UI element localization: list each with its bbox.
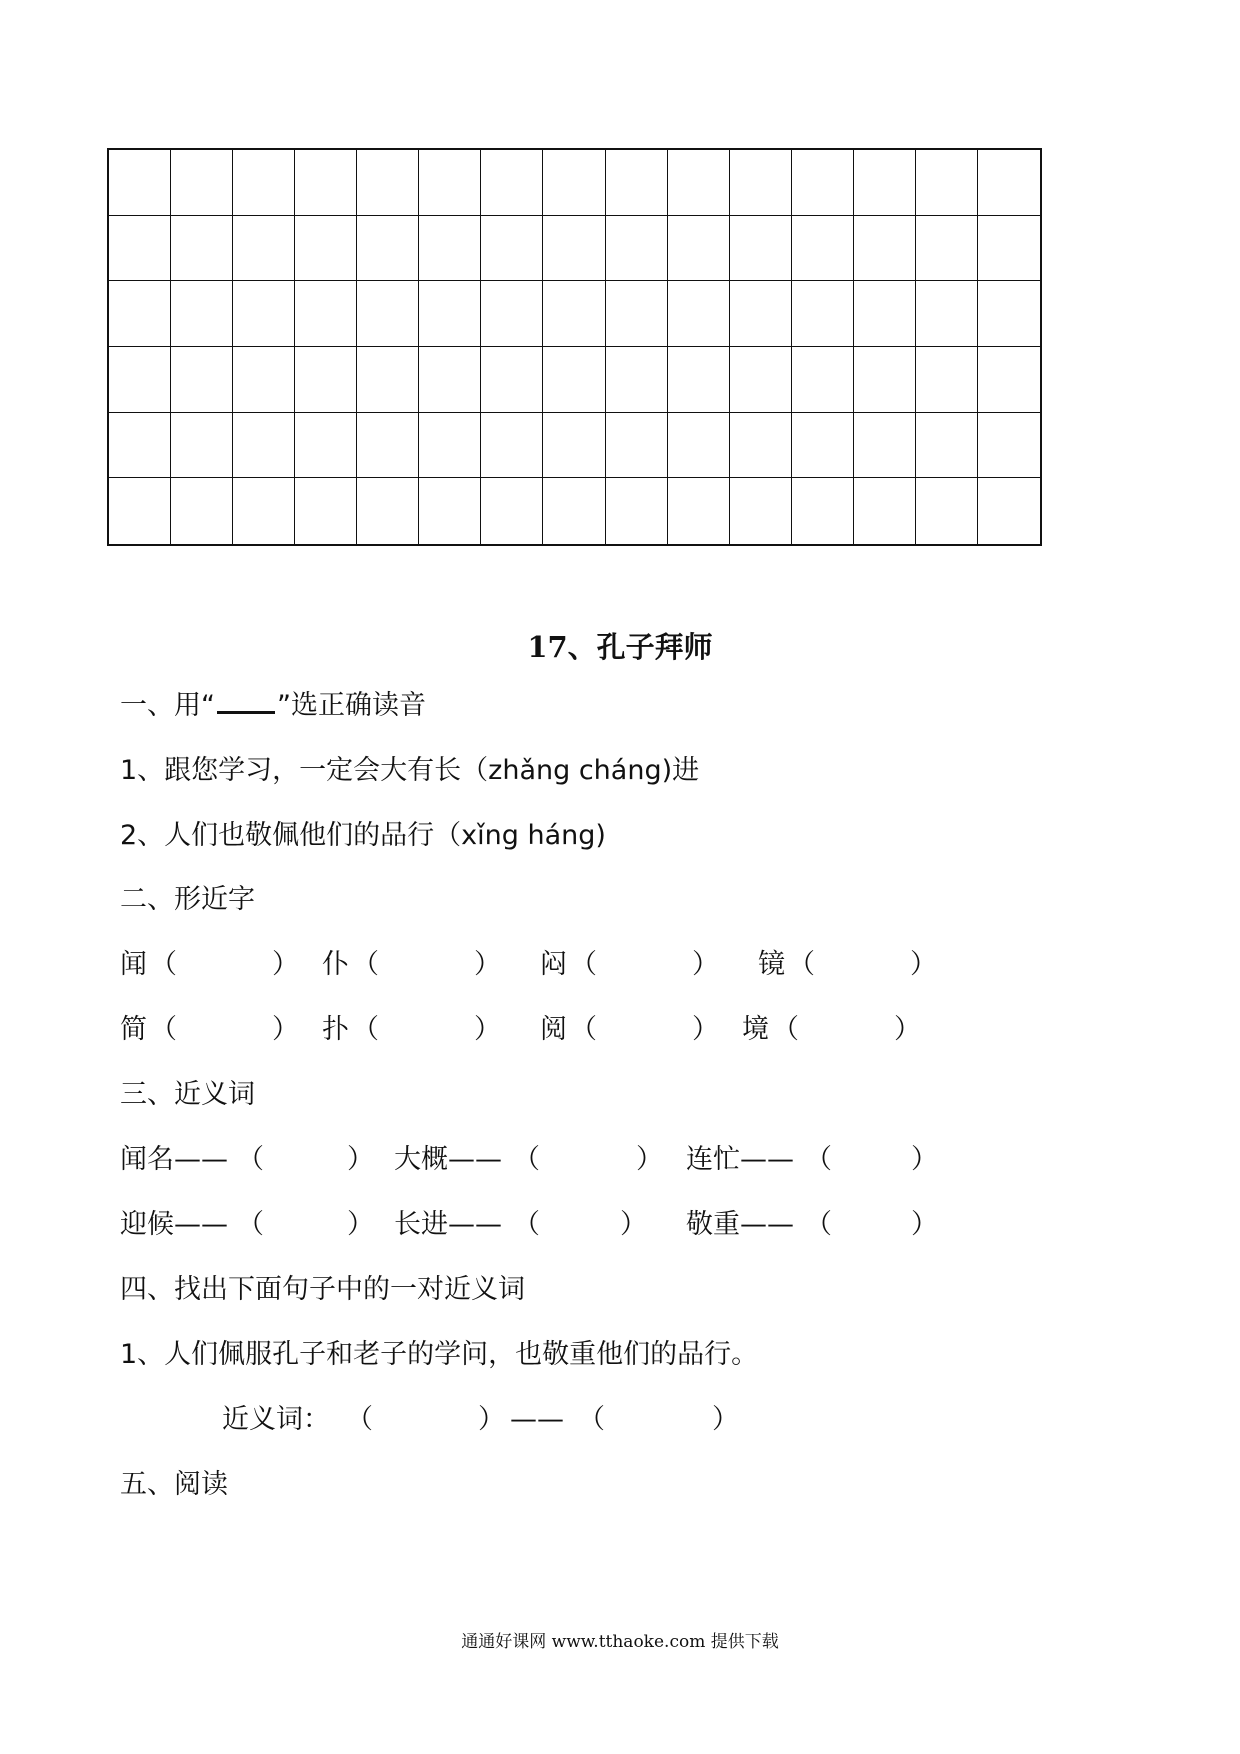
blank-open: （ xyxy=(805,1144,832,1175)
similar-char: 闷 xyxy=(540,949,567,980)
similar-char: 扑 xyxy=(322,1014,349,1045)
blank-open: （ xyxy=(570,949,597,980)
grid-cell xyxy=(730,347,792,413)
grid-cell xyxy=(668,216,730,282)
grid-cell xyxy=(854,281,916,347)
blank-close: ） xyxy=(894,1014,921,1045)
grid-cell xyxy=(916,150,978,216)
grid-cell xyxy=(171,478,233,544)
blank-open: （ xyxy=(513,1209,540,1240)
blank-close: ） xyxy=(911,1144,938,1175)
grid-cell xyxy=(109,216,171,282)
grid-cell xyxy=(419,281,481,347)
q5-heading: 五、阅读 xyxy=(120,1469,228,1500)
grid-cell xyxy=(978,478,1040,544)
grid-cell xyxy=(668,413,730,479)
blank-open: （ xyxy=(346,1404,373,1435)
similar-char: 仆 xyxy=(322,949,349,980)
blank-close: ） xyxy=(620,1209,647,1240)
grid-cell xyxy=(357,150,419,216)
blank-close: ） xyxy=(712,1404,739,1435)
synonym-word: 连忙—— xyxy=(686,1144,794,1175)
grid-cell xyxy=(854,413,916,479)
grid-cell xyxy=(295,347,357,413)
grid-cell xyxy=(295,413,357,479)
grid-cell xyxy=(171,150,233,216)
grid-cell xyxy=(543,478,605,544)
grid-cell xyxy=(916,347,978,413)
grid-cell xyxy=(419,413,481,479)
blank-open: （ xyxy=(570,1014,597,1045)
grid-cell xyxy=(171,281,233,347)
grid-cell xyxy=(978,150,1040,216)
grid-cell xyxy=(357,347,419,413)
grid-cell xyxy=(295,281,357,347)
grid-cell xyxy=(233,150,295,216)
grid-cell xyxy=(730,150,792,216)
grid-cell xyxy=(854,150,916,216)
q1-item-2: 2、人们也敬佩他们的品行（xǐng háng) xyxy=(120,820,606,851)
blank-close: ） xyxy=(347,1144,374,1175)
grid-cell xyxy=(357,216,419,282)
similar-char: 阅 xyxy=(540,1014,567,1045)
grid-cell xyxy=(481,478,543,544)
grid-cell xyxy=(543,281,605,347)
grid-cell xyxy=(606,347,668,413)
grid-cell xyxy=(792,347,854,413)
blank-close: ） xyxy=(692,949,719,980)
grid-cell xyxy=(481,281,543,347)
grid-cell xyxy=(792,413,854,479)
blank-open: （ xyxy=(150,1014,177,1045)
grid-cell xyxy=(419,478,481,544)
grid-cell xyxy=(668,281,730,347)
grid-cell xyxy=(978,413,1040,479)
similar-char: 境 xyxy=(742,1014,769,1045)
grid-cell xyxy=(357,478,419,544)
synonym-word: 大概—— xyxy=(394,1144,502,1175)
grid-cell xyxy=(606,413,668,479)
grid-cell xyxy=(916,281,978,347)
grid-cell xyxy=(171,347,233,413)
answer-dash: —— xyxy=(510,1404,564,1435)
similar-char: 简 xyxy=(120,1014,147,1045)
grid-cell xyxy=(419,347,481,413)
grid-cell xyxy=(109,281,171,347)
grid-cell xyxy=(481,216,543,282)
blank-close: ） xyxy=(272,1014,299,1045)
grid-cell xyxy=(295,150,357,216)
grid-cell xyxy=(978,281,1040,347)
grid-cell xyxy=(109,347,171,413)
q4-sentence: 1、人们佩服孔子和老子的学问，也敬重他们的品行。 xyxy=(120,1339,759,1370)
blank-close: ） xyxy=(478,1404,505,1435)
blank-close: ） xyxy=(272,949,299,980)
blank-close: ） xyxy=(692,1014,719,1045)
grid-cell xyxy=(481,347,543,413)
grid-cell xyxy=(481,150,543,216)
grid-cell xyxy=(730,478,792,544)
grid-cell xyxy=(792,216,854,282)
grid-cell xyxy=(916,478,978,544)
q1-item-1: 1、跟您学习，一定会大有长（zhǎng cháng)进 xyxy=(120,755,700,786)
grid-cell xyxy=(730,216,792,282)
blank-close: ） xyxy=(636,1144,663,1175)
synonym-word: 长进—— xyxy=(394,1209,502,1240)
q1-heading: 一、用“ ”选正确读音 xyxy=(120,690,426,721)
q2-heading: 二、形近字 xyxy=(120,884,255,915)
grid-cell xyxy=(543,150,605,216)
q3-heading: 三、近义词 xyxy=(120,1079,255,1110)
blank-close: ） xyxy=(347,1209,374,1240)
grid-cell xyxy=(792,281,854,347)
grid-cell xyxy=(606,216,668,282)
grid-cell xyxy=(481,413,543,479)
blank-open: （ xyxy=(150,949,177,980)
q4-heading: 四、找出下面句子中的一对近义词 xyxy=(120,1274,525,1305)
grid-cell xyxy=(606,478,668,544)
blank-close: ） xyxy=(911,1209,938,1240)
grid-cell xyxy=(792,150,854,216)
synonym-word: 闻名—— xyxy=(120,1144,228,1175)
grid-cell xyxy=(233,413,295,479)
grid-cell xyxy=(668,150,730,216)
blank-close: ） xyxy=(474,1014,501,1045)
grid-cell xyxy=(171,413,233,479)
synonym-word: 敬重—— xyxy=(686,1209,794,1240)
grid-cell xyxy=(109,150,171,216)
grid-cell xyxy=(978,347,1040,413)
grid-cell xyxy=(978,216,1040,282)
writing-grid xyxy=(107,148,1042,546)
blank-open: （ xyxy=(352,1014,379,1045)
blank-open: （ xyxy=(788,949,815,980)
blank-close: ） xyxy=(474,949,501,980)
grid-cell xyxy=(854,216,916,282)
grid-cell xyxy=(854,347,916,413)
grid-cell xyxy=(295,478,357,544)
blank-open: （ xyxy=(237,1209,264,1240)
blank-open: （ xyxy=(805,1209,832,1240)
grid-cell xyxy=(606,281,668,347)
grid-cell xyxy=(171,216,233,282)
grid-cell xyxy=(916,413,978,479)
grid-cell xyxy=(543,216,605,282)
grid-cell xyxy=(916,216,978,282)
similar-char: 镜 xyxy=(758,949,785,980)
grid-cell xyxy=(854,478,916,544)
grid-cell xyxy=(233,478,295,544)
grid-cell xyxy=(233,216,295,282)
grid-cell xyxy=(109,413,171,479)
grid-cell xyxy=(295,216,357,282)
blank-open: （ xyxy=(352,949,379,980)
lesson-title: 17、孔子拜师 xyxy=(527,630,713,664)
similar-char: 闻 xyxy=(120,949,147,980)
page-footer: 通通好课网 www.tthaoke.com 提供下载 xyxy=(461,1632,779,1652)
grid-cell xyxy=(357,413,419,479)
blank-open: （ xyxy=(237,1144,264,1175)
synonym-answer-label: 近义词： xyxy=(222,1404,330,1435)
grid-cell xyxy=(730,281,792,347)
blank-open: （ xyxy=(513,1144,540,1175)
grid-cell xyxy=(668,478,730,544)
grid-cell xyxy=(419,216,481,282)
grid-cell xyxy=(543,347,605,413)
grid-cell xyxy=(233,281,295,347)
grid-cell xyxy=(233,347,295,413)
grid-cell xyxy=(792,478,854,544)
underline-sample xyxy=(217,689,275,714)
grid-cell xyxy=(357,281,419,347)
grid-cell xyxy=(543,413,605,479)
synonym-word: 迎候—— xyxy=(120,1209,228,1240)
blank-open: （ xyxy=(772,1014,799,1045)
blank-open: （ xyxy=(578,1404,605,1435)
grid-cell xyxy=(668,347,730,413)
grid-cell xyxy=(730,413,792,479)
grid-cell xyxy=(109,478,171,544)
grid-cell xyxy=(419,150,481,216)
grid-cell xyxy=(606,150,668,216)
blank-close: ） xyxy=(910,949,937,980)
